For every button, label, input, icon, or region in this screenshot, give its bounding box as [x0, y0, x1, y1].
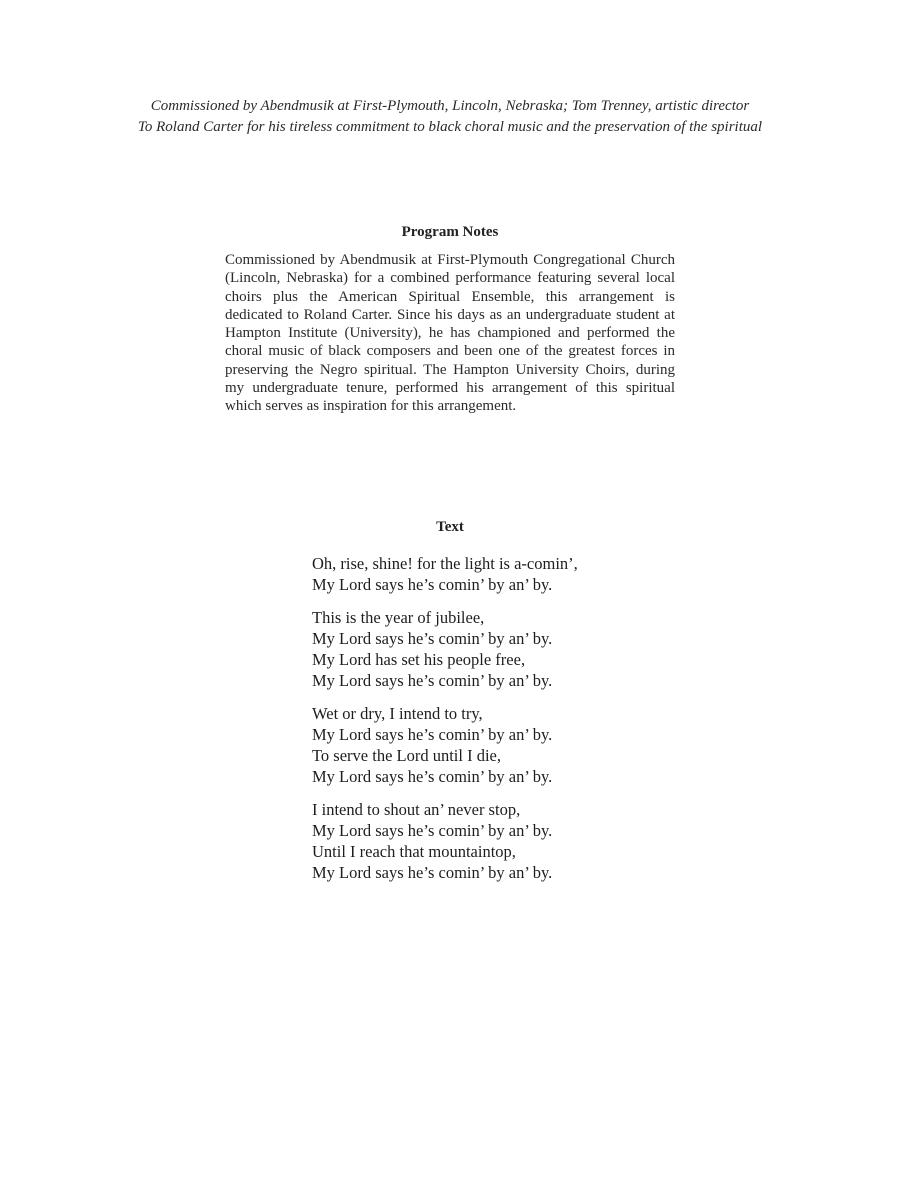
- lyric-line: Oh, rise, shine! for the light is a-comin’,: [312, 554, 578, 573]
- lyric-line: My Lord says he’s comin’ by an’ by.: [312, 671, 553, 690]
- lyric-line: My Lord has set his people free,: [312, 650, 526, 669]
- program-notes-body: Commissioned by Abendmusik at First-Plymouth Congregational Church (Lincoln, Nebraska) for a combined performance featuring several local choirs plus the American Spiritual Ensemble, this arrangement is dedicated to Roland Carter. Since his days as an undergraduate student at Hampton Institute (University), he has championed and performed the choral music of black composers and been one of the greatest forces in preserving the Negro spiritual. The Hampton University Choirs, during my undergraduate tenure, performed his arrangement of this spiritual which serves as inspiration for this arrangement.: [225, 252, 675, 415]
- lyric-line: To serve the Lord until I die,: [312, 746, 502, 765]
- lyric-line: My Lord says he’s comin’ by an’ by.: [312, 863, 553, 882]
- stanza-4: [312, 799, 712, 883]
- dedication-line: To Roland Carter for his tireless commitment to black choral music and the preservation of the spiritual: [137, 119, 763, 135]
- lyric-line: My Lord says he’s comin’ by an’ by.: [312, 767, 553, 786]
- lyric-line: Wet or dry, I intend to try,: [312, 704, 483, 723]
- dedication: [0, 96, 900, 138]
- text-section-title: Text: [436, 519, 464, 535]
- lyric-line: My Lord says he’s comin’ by an’ by.: [312, 575, 553, 594]
- lyric-line: My Lord says he’s comin’ by an’ by.: [312, 725, 553, 744]
- commission-line: Commissioned by Abendmusik at First-Plymouth, Lincoln, Nebraska; Tom Trenney, artistic director: [150, 98, 750, 114]
- program-notes-title: Program Notes: [401, 224, 499, 240]
- lyric-line: My Lord says he’s comin’ by an’ by.: [312, 629, 553, 648]
- lyric-line: This is the year of jubilee,: [312, 608, 485, 627]
- lyric-line: I intend to shout an’ never stop,: [312, 800, 521, 819]
- lyrics: [312, 553, 712, 895]
- stanza-1: [312, 553, 712, 595]
- stanza-3: [312, 703, 712, 787]
- stanza-2: [312, 607, 712, 691]
- lyric-line: Until I reach that mountaintop,: [312, 842, 516, 861]
- lyric-line: My Lord says he’s comin’ by an’ by.: [312, 821, 553, 840]
